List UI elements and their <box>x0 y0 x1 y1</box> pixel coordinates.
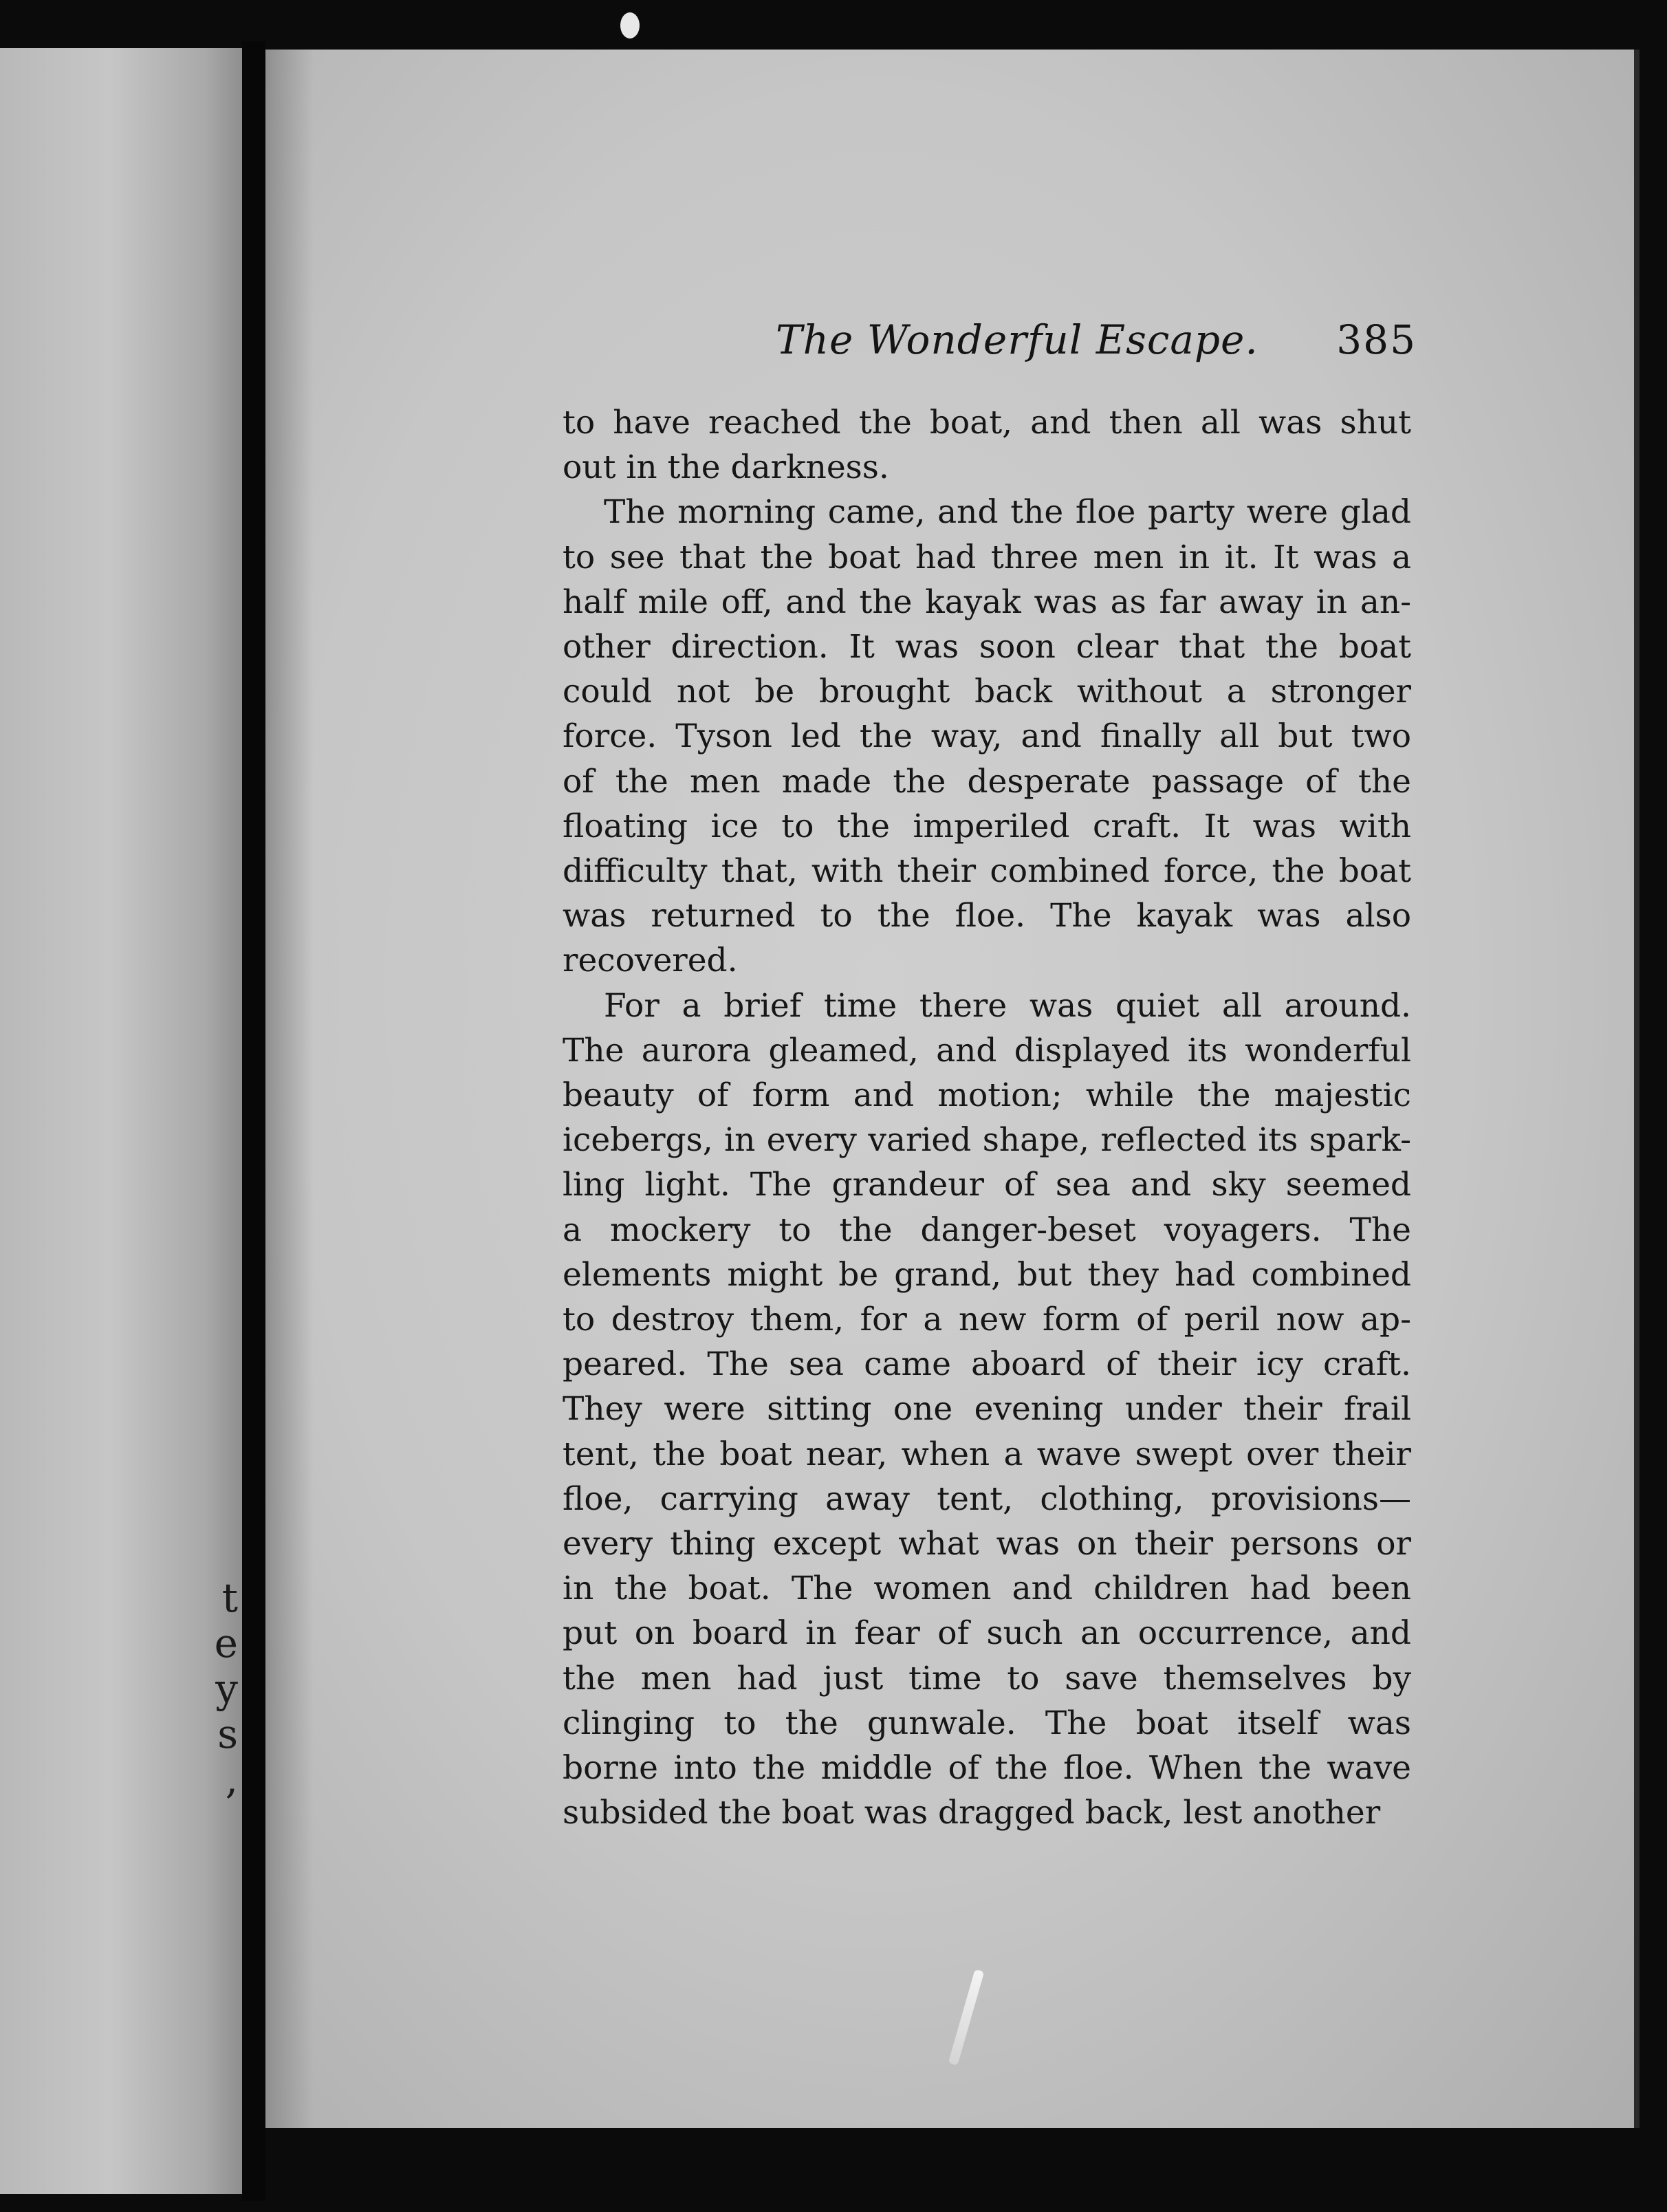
text-line: other direction. It was soon clear that the boat <box>563 628 1411 666</box>
paragraph <box>563 490 1411 983</box>
cropped-char: e <box>214 1620 238 1667</box>
text-line: peared. The sea came aboard of their icy craft. <box>563 1345 1411 1384</box>
text-line: a mockery to the danger-beset voyagers. The <box>563 1211 1411 1249</box>
book-gutter <box>242 41 265 2201</box>
text-line: to see that the boat had three men in it. It was a <box>563 538 1411 576</box>
text-line: floe, carrying away tent, clothing, provisions— <box>563 1479 1411 1518</box>
text-line: floating ice to the imperiled craft. It was with <box>563 807 1411 845</box>
text-line: clinging to the gunwale. The boat itself was <box>563 1704 1411 1742</box>
text-line: to have reached the boat, and then all was shut <box>563 404 1411 442</box>
text-line: was returned to the floe. The kayak was also <box>563 897 1411 935</box>
text-line: difficulty that, with their combined force, the boat <box>563 852 1411 891</box>
cropped-char: t <box>221 1574 238 1621</box>
text-line: subsided the boat was dragged back, lest another <box>563 1794 1381 1832</box>
text-line: recovered. <box>563 942 738 980</box>
text-line: The morning came, and the floe party were glad <box>604 493 1411 532</box>
body-text <box>563 400 1411 1836</box>
page-number: 385 <box>1336 316 1417 363</box>
page-header <box>776 316 1429 371</box>
text-line: beauty of form and motion; while the majestic <box>563 1076 1411 1115</box>
left-page-cropped-text <box>210 1575 238 1802</box>
paragraph <box>563 400 1411 490</box>
text-line: out in the darkness. <box>563 448 889 487</box>
dust-speck <box>620 12 640 39</box>
cropped-char: , <box>225 1756 238 1803</box>
text-line: borne into the middle of the floe. When the wave <box>563 1749 1411 1788</box>
cropped-char: y <box>215 1665 238 1712</box>
text-line: could not be brought back without a stronger <box>563 673 1411 711</box>
text-line: The aurora gleamed, and displayed its wonderful <box>563 1031 1411 1070</box>
text-line: tent, the boat near, when a wave swept over their <box>563 1435 1411 1473</box>
text-line: For a brief time there was quiet all around. <box>604 986 1411 1025</box>
text-line: icebergs, in every varied shape, reflected its spark- <box>563 1121 1411 1160</box>
text-line: They were sitting one evening under their frail <box>563 1390 1411 1429</box>
cropped-char: s <box>217 1711 238 1757</box>
text-line: elements might be grand, but they had combined <box>563 1255 1411 1294</box>
left-page-edge <box>0 48 242 2194</box>
text-line: ling light. The grandeur of sea and sky seemed <box>563 1166 1411 1204</box>
text-line: half mile off, and the kayak was as far away in an- <box>563 583 1411 621</box>
text-line: of the men made the desperate passage of the <box>563 762 1411 801</box>
text-line: to destroy them, for a new form of peril now ap- <box>563 1301 1411 1339</box>
text-line: in the boat. The women and children had been <box>563 1570 1411 1608</box>
text-line: put on board in fear of such an occurrence, and <box>563 1614 1411 1653</box>
text-line: the men had just time to save themselves by <box>563 1659 1411 1698</box>
text-line: every thing except what was on their persons or <box>563 1525 1411 1563</box>
text-line: force. Tyson led the way, and finally all but two <box>563 717 1411 756</box>
running-title: The Wonderful Escape. <box>776 316 1259 363</box>
paragraph <box>563 984 1411 1836</box>
